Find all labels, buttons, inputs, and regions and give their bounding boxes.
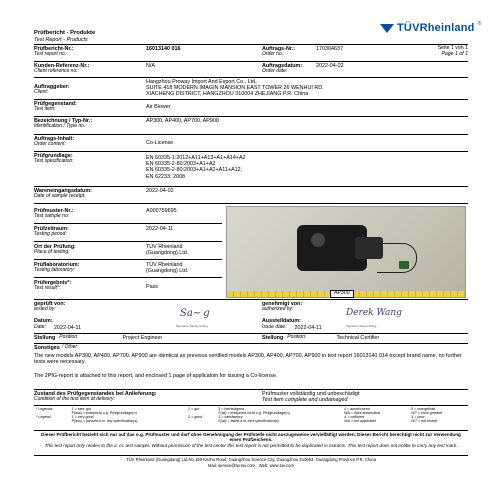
other-paragraph-2: The 2PfG-report is attached to this report, and enclosed 1 page of applicatoin for issuing a Co-license. (34, 373, 278, 379)
report-no-value: 16013140 016 (146, 46, 181, 52)
order-content-value: Co-License (146, 140, 174, 146)
client-label: Auftraggeber: Client: (34, 84, 70, 96)
footer-contact: Mail: service@tw.tuv.com · Web: www.tuv.com (208, 463, 294, 468)
testing-period-value: 2022-04-11 (146, 226, 174, 232)
other-label: Sonstiges / Other: (34, 344, 79, 351)
tested-sig-caption: Signature Sandy Huang (176, 324, 208, 328)
order-no-label: Auftrags-Nr.: Order no.: (262, 46, 295, 58)
legend-row: * Legende: 1 = sehr gut 2 = gut 3 = befriedigend 4 = ausreichend 5 = mangelhaft (36, 407, 436, 411)
footer-disclaimer-de: Dieser Prüfbericht bezieht sich nur auf das o.g. Prüfmuster und darf ohne Genehmigung der Prüfstelle nicht auszugsweise vervielfältigt werden. Dieser Bericht berechtigt nicht zur Verwendung eines Prüfzeichens. (41, 432, 461, 443)
test-spec-line: EN 62233: 2008 (146, 173, 185, 180)
tuv-triangle-icon (380, 24, 394, 33)
legend-row: P(ass) = passed a.m. test specification(s) F(ail) = failed a.m. test specification(s) N/A = not applicable N/T = not tested (71, 419, 437, 424)
testing-period-label: Prüfzeitraum: Testing period: (34, 226, 69, 238)
switch-box (399, 261, 409, 269)
result-label: Prüfergebnis*: Test result*: (34, 280, 72, 292)
sample-no-value: A000759695 (146, 208, 177, 214)
test-spec-line: EN 60335-1:2012+A11+A13+A1+A14+A2 (146, 155, 246, 161)
approved-by-label: genehmigt von: authorized by: (262, 301, 303, 313)
lab-value: TÜV Rheinland (Guangdong) Ltd. (146, 262, 189, 275)
sample-no-label: Prüfmuster-Nr.: Test sample no: (34, 208, 74, 220)
report-title (34, 30, 95, 43)
report-no-label: Prüfbericht-Nr.: Test report no.: (34, 46, 74, 58)
receipt-value: 2022-04-02 (146, 188, 174, 194)
condition-label: Zustand des Prüfgegenstandes bei Anlieferung: Condition of the test item at delivery: (34, 391, 157, 403)
tested-by-label: geprüft von: tested by: (34, 301, 66, 313)
photo-caption: AP300 (330, 290, 354, 298)
place-value: TÜV Rheinland (Guangdong) Ltd. (146, 244, 189, 257)
order-no-value: 170304637 (316, 46, 343, 52)
client-ref-value: N/A (146, 63, 155, 69)
tested-date-label: Datum: (34, 318, 53, 324)
blower-motor-cap (311, 233, 325, 247)
order-date-value: 2022-04-02 (316, 63, 344, 69)
legend-row: * Legend: 1 = very good 2 = good 3 = satisfactory 4 = sufficient 5 = poor (36, 415, 425, 420)
test-item-value: Air Blower (146, 104, 171, 110)
footer-address: TÜV Rheinland (Guangdong) Ltd.No.199 Kezhu Road, Guangzhou Science City, Guangzhou 510663, Guangdong Province P.R. China (126, 457, 376, 462)
lab-label: Prüflaboratorium: Testing laboratory: (34, 262, 80, 274)
footer-disclaimer-en: This test report only relates to the a. m. test sample. Without permission of the test center this test report is not permitted to be duplicated in extracts. This test report does not entitle to carry any test mark. (44, 443, 458, 448)
order-content-label: Auftrags-Inhalt: Order content: (34, 136, 75, 148)
approved-sig-caption: Signature Derek Wang (346, 324, 377, 328)
report-title-de: Prüfbericht - Produkte (34, 30, 96, 36)
page-number: Seite 1 von 1 Page 1 of 1 (437, 45, 468, 57)
client-ref-label: Kunden-Referenz-Nr.: Client reference no.: (34, 63, 90, 75)
identification-value: AP300, AP400, AP700, AP900 (146, 118, 219, 124)
approved-position: Stellung Position: Technical Certifier (262, 334, 380, 341)
test-spec-line: EN 60335-2-80:2003+A1+A2 (146, 161, 216, 168)
client-address: Hangzhou Proway Import And Export Co., Ltd. SUITE 418 MODERN IMAGIN MANSION EAST TOWER 26 WENHUI RD. XIACHENG DISTRICT, HANGZHOU 310004 ZHEJIANG P.R. China (146, 79, 324, 98)
result-value: Pass (146, 284, 158, 290)
approved-signature: Derek Wang (346, 308, 402, 318)
test-spec-list (146, 155, 246, 180)
place-label: Ort der Prüfung: Place of testing: (34, 244, 76, 256)
brand-name: TÜVRheinland (397, 22, 475, 34)
other-paragraph-1: The new models AP300, AP400, AP700, AP900 are identical as previous certified models AP300, AP400, AP700, AP900 in test report 16013140 014 except brand name, no further tests were necessary. (34, 353, 462, 366)
tested-signature: Sa~g (180, 308, 210, 319)
legend-table (34, 407, 468, 424)
identification-label: Bezeichnung / Typ-Nr.: Identification / Type no.: (34, 118, 93, 130)
brand-reg: ® (477, 21, 482, 27)
tuv-logo (380, 22, 481, 35)
issue-date-label: Ausstelldatum: (262, 318, 301, 324)
legend-row: P(ass) = entspricht o.g. Prüfgrundlage(n) F(ail) = entspricht nicht o.g. Prüfgrundlage(n) N/A = nicht anwendbar N/T = nicht getestet (71, 411, 443, 416)
tested-position: Stellung Position: Project Engineer (34, 334, 163, 341)
test-item-label: Prüfgegenstand: Test item: (34, 101, 77, 113)
product-photo (226, 206, 466, 298)
power-cord (377, 243, 417, 273)
order-date-label: Auftragsdatum: Order date: (262, 63, 303, 75)
issue-date: Issue date: 2022-04-11 (262, 324, 322, 331)
condition-value: Prüfmuster vollständig und unbeschädigt Test item complete and undamaged (262, 391, 360, 404)
test-spec-line: EN 60335-2-80:2003+A1+A2+A11+A12, (146, 167, 243, 174)
test-spec-label: Prüfgrundlage: Test specification: (34, 153, 74, 165)
report-title-en: Test Report - Products (34, 36, 88, 43)
receipt-label: Wareneingangsdatum: Date of sample receipt: (34, 188, 92, 200)
tested-date: Date: 2022-04-11 (34, 324, 82, 331)
